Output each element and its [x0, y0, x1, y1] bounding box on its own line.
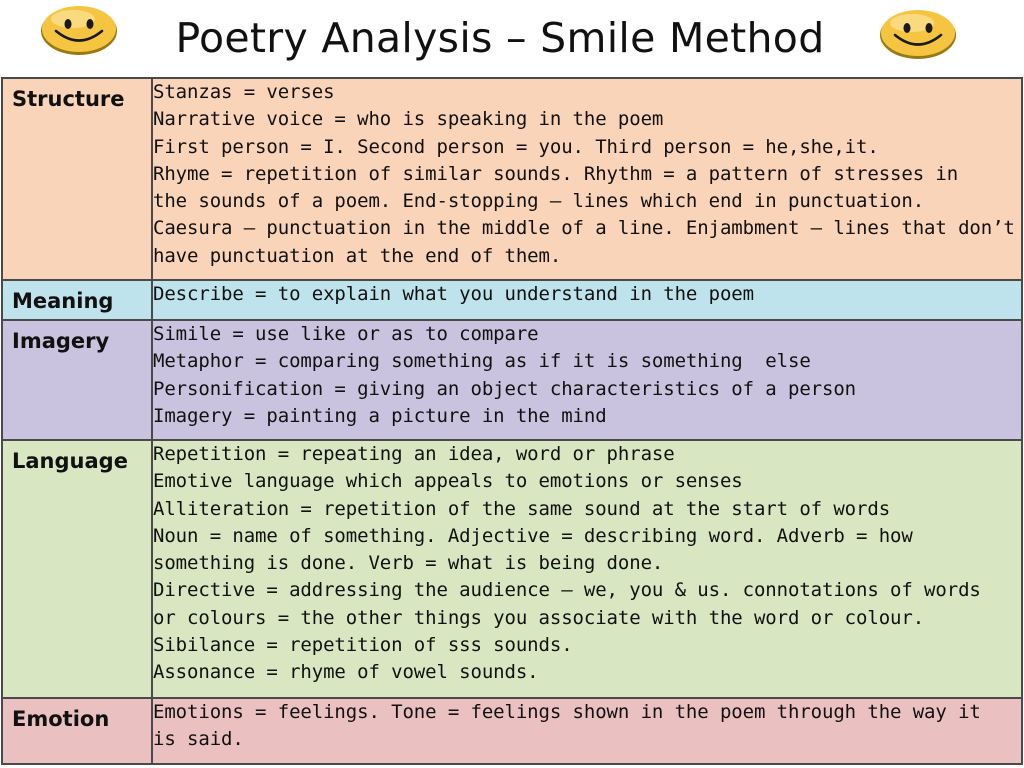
table-row-imagery [2, 320, 1022, 440]
term-cell [2, 280, 152, 320]
description-line: have punctuation at the end of them. [153, 244, 562, 267]
description-cell [152, 698, 1022, 764]
description-line: Sibilance = repetition of sss sounds. [153, 634, 573, 657]
term-cell [2, 698, 152, 764]
term-cell [2, 78, 152, 280]
description-line: Rhyme = repetition of similar sounds. Rhythm = a pattern of stresses in [153, 162, 959, 185]
term-label: Emotion [12, 707, 110, 731]
description-line: Directive = addressing the audience – we, you & us. connotations of words [153, 579, 981, 602]
table-row-emotion [2, 698, 1022, 764]
description-line: the sounds of a poem. End-stopping – lines which end in punctuation. [153, 190, 925, 213]
description-line: Stanzas = verses [153, 81, 335, 103]
description-line: is said. [153, 728, 244, 751]
table-row-language [2, 440, 1022, 698]
description-line: Metaphor = comparing something as if it is something else [153, 350, 811, 373]
description-cell [152, 440, 1022, 698]
term-cell [2, 320, 152, 440]
page-title: Poetry Analysis – Smile Method [175, 14, 825, 62]
description-cell [152, 78, 1022, 280]
description-line: Personification = giving an object characteristics of a person [153, 377, 857, 400]
description-line: Simile = use like or as to compare [153, 323, 539, 345]
description-cell [152, 280, 1022, 320]
description-line: Caesura – punctuation in the middle of a line. Enjambment – lines that don’t [153, 217, 1015, 240]
term-label: Meaning [12, 289, 114, 313]
description-line: Narrative voice = who is speaking in the poem [153, 108, 664, 131]
description-line: Emotions = feelings. Tone = feelings shown in the poem through the way it [153, 701, 981, 723]
description-line: Describe = to explain what you understand in the poem [153, 283, 754, 305]
description-line: First person = I. Second person = you. Third person = he,she,it. [153, 135, 879, 158]
description-line: Repetition = repeating an idea, word or phrase [153, 443, 675, 465]
description-cell [152, 320, 1022, 440]
description-line: Alliteration = repetition of the same sound at the start of words [153, 497, 891, 520]
description-line: something is done. Verb = what is being done. [153, 552, 664, 575]
description-line: Noun = name of something. Adjective = describing word. Adverb = how [153, 524, 913, 547]
description-line: Assonance = rhyme of vowel sounds. [153, 661, 539, 684]
smile-method-table [1, 77, 1023, 765]
table-row-meaning [2, 280, 1022, 320]
term-label: Imagery [12, 329, 110, 353]
description-line: Imagery = painting a picture in the mind [153, 404, 607, 427]
term-cell [2, 440, 152, 698]
description-line: Emotive language which appeals to emotions or senses [153, 470, 743, 493]
term-label: Structure [12, 87, 125, 111]
table-row-structure [2, 78, 1022, 280]
term-label: Language [12, 449, 128, 473]
description-line: or colours = the other things you associate with the word or colour. [153, 606, 925, 629]
